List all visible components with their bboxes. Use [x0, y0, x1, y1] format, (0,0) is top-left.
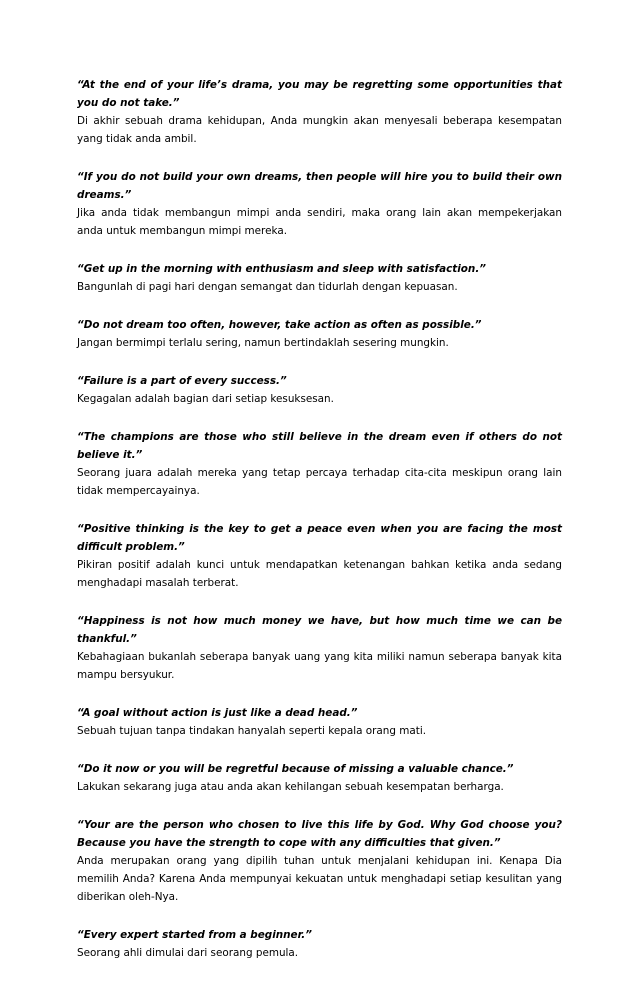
quote-entry: [77, 816, 562, 906]
quote-english: “Happiness is not how much money we have, but how much time we can be thankful.”: [77, 615, 562, 645]
quote-entry: [77, 704, 562, 740]
document-page: [77, 76, 562, 982]
quote-translation: Anda merupakan orang yang dipilih tuhan untuk menjalani kehidupan ini. Kenapa Dia memilih Anda? Karena Anda mempunyai kekuatan untuk menghadapi setiap kesulitan yang diberikan oleh-Nya.: [77, 855, 562, 903]
quote-english: “At the end of your life’s drama, you may be regretting some opportunities that you do not take.”: [77, 79, 562, 109]
quote-english: “A goal without action is just like a dead head.”: [77, 707, 358, 719]
quote-translation: Di akhir sebuah drama kehidupan, Anda mungkin akan menyesali beberapa kesempatan yang tidak anda ambil.: [77, 115, 562, 145]
quote-entry: [77, 428, 562, 500]
quote-entry: [77, 520, 562, 592]
quote-entry: [77, 372, 562, 408]
quote-translation: Lakukan sekarang juga atau anda akan kehilangan sebuah kesempatan berharga.: [77, 781, 504, 793]
quote-english: “Get up in the morning with enthusiasm and sleep with satisfaction.”: [77, 263, 486, 275]
quote-english: “Do not dream too often, however, take action as often as possible.”: [77, 319, 482, 331]
quote-translation: Jika anda tidak membangun mimpi anda sendiri, maka orang lain akan mempekerjakan anda untuk membangun mimpi mereka.: [77, 207, 562, 237]
quote-english: “Failure is a part of every success.”: [77, 375, 287, 387]
quote-translation: Kebahagiaan bukanlah seberapa banyak uang yang kita miliki namun seberapa banyak kita mampu bersyukur.: [77, 651, 562, 681]
quote-translation: Seorang ahli dimulai dari seorang pemula.: [77, 947, 299, 959]
quote-translation: Kegagalan adalah bagian dari setiap kesuksesan.: [77, 393, 334, 405]
quote-english: “Do it now or you will be regretful because of missing a valuable chance.”: [77, 763, 514, 775]
quote-translation: Seorang juara adalah mereka yang tetap percaya terhadap cita-cita meskipun orang lain tidak mempercayainya.: [77, 467, 562, 497]
quote-english: “Your are the person who chosen to live this life by God. Why God choose you? Because you have the strength to cope with any difficulties that given.”: [77, 819, 562, 849]
quote-english: “The champions are those who still believe in the dream even if others do not believe it.”: [77, 431, 562, 461]
quote-entry: [77, 612, 562, 684]
quote-translation: Jangan bermimpi terlalu sering, namun bertindaklah sesering mungkin.: [77, 337, 449, 349]
quote-translation: Sebuah tujuan tanpa tindakan hanyalah seperti kepala orang mati.: [77, 725, 427, 737]
quote-entry: [77, 260, 562, 296]
quote-entry: [77, 76, 562, 148]
quote-english: “Positive thinking is the key to get a peace even when you are facing the most difficult problem.”: [77, 523, 562, 553]
quote-entry: [77, 316, 562, 352]
quote-english: “If you do not build your own dreams, then people will hire you to build their own dreams.”: [77, 171, 562, 201]
quote-translation: Bangunlah di pagi hari dengan semangat dan tidurlah dengan kepuasan.: [77, 281, 458, 293]
quote-entry: [77, 168, 562, 240]
quote-entry: [77, 926, 562, 962]
quote-translation: Pikiran positif adalah kunci untuk mendapatkan ketenangan bahkan ketika anda sedang menghadapi masalah terberat.: [77, 559, 562, 589]
quote-english: “Every expert started from a beginner.”: [77, 929, 312, 941]
quote-entry: [77, 760, 562, 796]
